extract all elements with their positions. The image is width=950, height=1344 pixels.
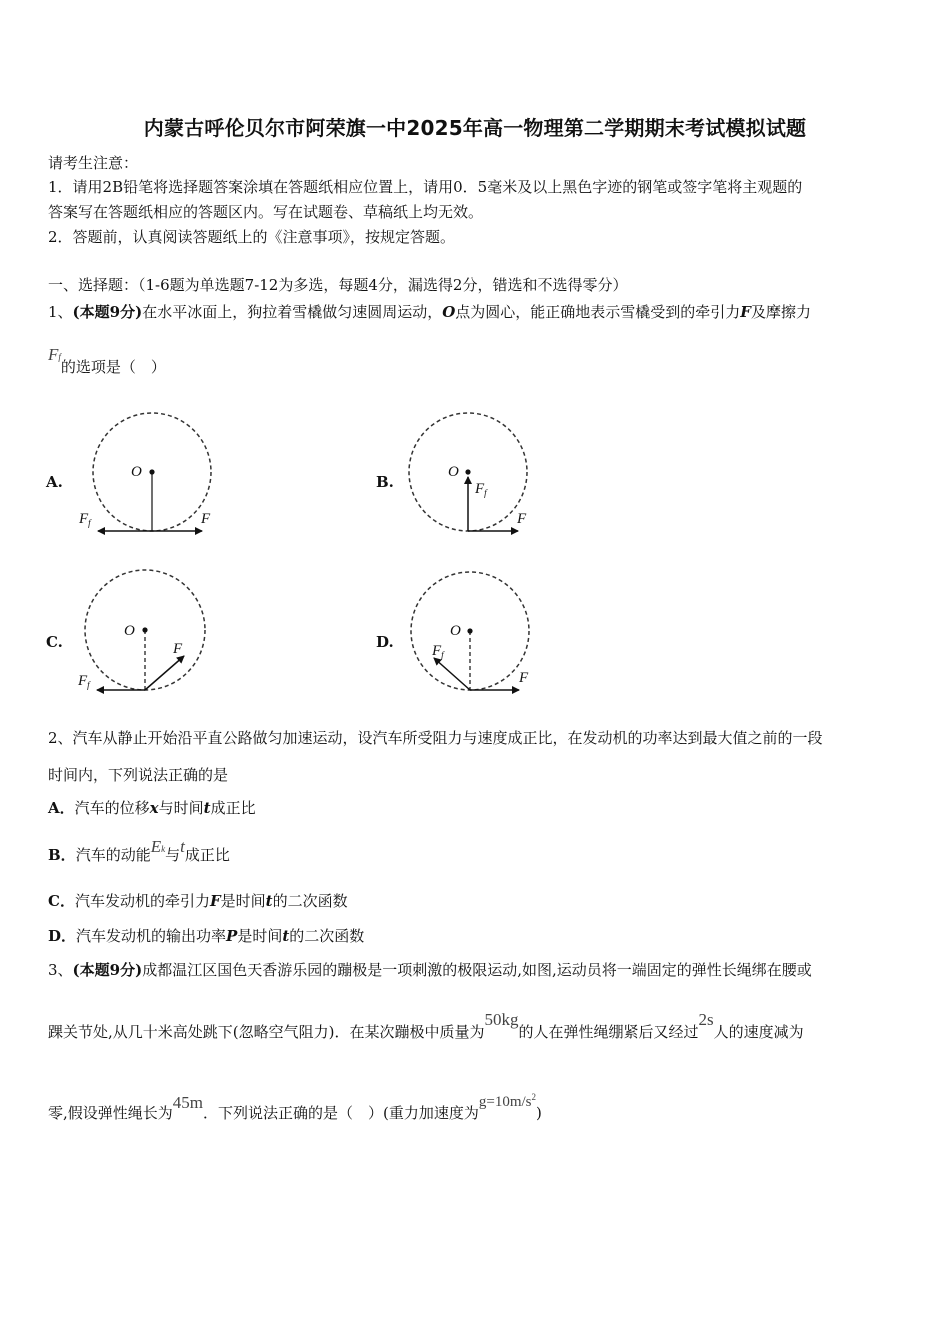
friction-symbol: Ff [48, 345, 61, 364]
force-f-arrow [145, 656, 184, 690]
center-point [465, 469, 470, 474]
force-ff-label: $F_f$ [475, 481, 487, 498]
question-3-stem-cont: 踝关节处,从几十米高处跳下(忽略空气阻力)．在某次蹦极中质量为50kg的人在弹性绳绷紧后又经过2s人的速度减为 [48, 1010, 804, 1041]
force-ff-arrow [434, 658, 470, 690]
notice-item-1a: 1．请用2B铅笔将选择题答案涂填在答题纸相应位置上，请用0．5毫米及以上黑色字迹的钢笔或签字笔将主观题的 [48, 178, 803, 196]
center-label: O [450, 623, 461, 639]
force-ff-label: $F_f$ [432, 643, 444, 660]
force-ff-label: $F_f$ [78, 673, 90, 690]
question-2-stem: 2、汽车从静止开始沿平直公路做匀加速运动，设汽车所受阻力与速度成正比，在发动机的功率达到最大值之前的一段 [48, 729, 823, 747]
center-label: O [448, 464, 459, 480]
option-d-label[interactable]: D. [376, 633, 394, 651]
force-ff-label: $F_f$ [79, 511, 91, 528]
notice-item-1b: 答案写在答题纸相应的答题区内。写在试题卷、草稿纸上均无效。 [48, 203, 484, 221]
force-f-label: F [173, 641, 183, 657]
notice-item-2: 2．答题前，认真阅读答题纸上的《注意事项》，按规定答题。 [48, 228, 456, 246]
force-f-label: F [201, 511, 211, 527]
question-score: (本题9分) [72, 961, 143, 979]
option-b-diagram [390, 405, 550, 545]
q2-option-d[interactable]: D．汽车发动机的输出功率P是时间t的二次函数 [48, 927, 365, 945]
center-label: O [124, 623, 135, 639]
question-3-stem-cont-2: 零,假设弹性绳长为45m．下列说法正确的是（ ）(重力加速度为$g=10m/s^2$) [48, 1092, 542, 1122]
option-c-label[interactable]: C. [46, 633, 63, 651]
q2-option-a[interactable]: A．汽车的位移x与时间t成正比 [48, 799, 256, 817]
force-f-label: F [519, 670, 529, 686]
center-label: O [131, 464, 142, 480]
page-title: 内蒙古呼伦贝尔市阿荣旗一中2025年高一物理第二学期期末考试模拟试题 [143, 116, 807, 140]
q2-option-c[interactable]: C．汽车发动机的牵引力F是时间t的二次函数 [48, 892, 348, 910]
option-c-diagram [70, 565, 230, 705]
question-score: (本题9分) [72, 303, 143, 321]
question-1-stem-cont: Ff的选项是（ ） [48, 345, 166, 376]
q2-option-b[interactable]: B．汽车的动能Ek与t成正比 [48, 837, 230, 864]
question-1-stem: 1、(本题9分)在水平冰面上，狗拉着雪橇做匀速圆周运动，O点为圆心，能正确地表示雪橇受到的牵引力F及摩擦力 [48, 303, 811, 321]
option-b-label[interactable]: B. [376, 473, 394, 491]
section-heading: 一、选择题：（1-6题为单选题7-12为多选，每题4分，漏选得2分，错选和不选得零分） [48, 276, 628, 294]
option-a-label[interactable]: A. [46, 473, 63, 491]
question-3-stem: 3、(本题9分)成都温江区国色天香游乐园的蹦极是一项刺激的极限运动,如图,运动员将一端固定的弹性长绳绑在腰或 [48, 961, 812, 979]
question-2-stem-cont: 时间内，下列说法正确的是 [48, 766, 229, 784]
force-f-label: F [517, 511, 527, 527]
option-d-diagram [390, 565, 550, 705]
option-a-diagram [70, 405, 230, 545]
notice-heading: 请考生注意： [48, 154, 139, 172]
